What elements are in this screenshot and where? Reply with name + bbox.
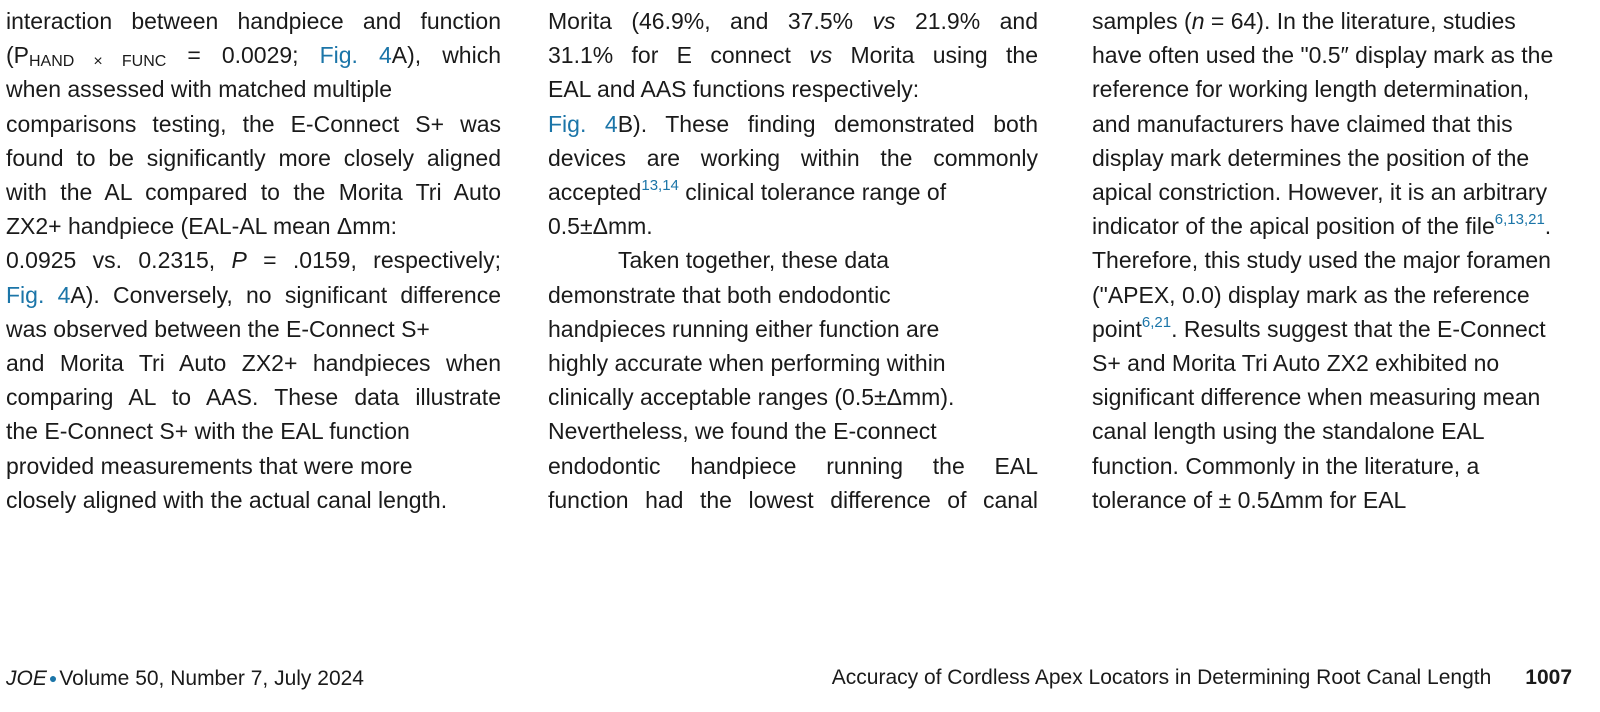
text-line: highly accurate when performing within bbox=[548, 349, 946, 376]
text-line: comparisons testing, the E-Connect S+ was bbox=[6, 110, 501, 137]
subscript: HAND × FUNC bbox=[29, 53, 167, 71]
text-line: accepted$^{13,14}$ clinical tolerance range of bbox=[548, 176, 947, 205]
text-line: demonstrate that both endodontic bbox=[548, 281, 891, 308]
text-line: canal length using the standalone EAL bbox=[1092, 418, 1485, 445]
text-line: significant difference when measuring mean bbox=[1092, 384, 1541, 411]
citation-superscript[interactable]: 6,13,21 bbox=[1494, 211, 1545, 229]
figure-link[interactable]: Fig. 4 bbox=[6, 281, 71, 308]
text-line: handpieces running either function are bbox=[548, 315, 940, 342]
text-line: was observed between the E-Connect S+ bbox=[6, 315, 430, 342]
text-line: when assessed with matched multiple bbox=[6, 76, 393, 103]
journal-name: JOE bbox=[6, 667, 47, 690]
running-title: Accuracy of Cordless Apex Locators in Determining Root Canal Length bbox=[831, 666, 1492, 689]
text-line: clinically acceptable ranges (0.5±Δmm). bbox=[548, 384, 955, 411]
text-line: the E-Connect S+ with the EAL function bbox=[6, 418, 410, 445]
footer-article-info bbox=[832, 665, 1572, 691]
figure-link[interactable]: Fig. 4 bbox=[548, 110, 618, 137]
citation-superscript[interactable]: 13,14 bbox=[641, 176, 679, 194]
text-line: Morita (46.9%, and 37.5% vs 21.9% and bbox=[548, 8, 1038, 34]
text-line: and manufacturers have claimed that this bbox=[1092, 110, 1513, 137]
text-line: comparing AL to AAS. These data illustrate bbox=[6, 384, 501, 411]
text-line: tolerance of ± 0.5Δmm for EAL bbox=[1092, 486, 1407, 513]
text-line: S+ and Morita Tri Auto ZX2 exhibited no bbox=[1092, 350, 1500, 377]
footer-journal-info bbox=[6, 665, 364, 692]
text-column-3 bbox=[1092, 4, 1592, 517]
text-line: found to be significantly more closely aligned bbox=[6, 144, 501, 171]
paragraph-start: Taken together, these data bbox=[618, 247, 890, 274]
text-line: apical constriction. However, it is an arbitrary bbox=[1092, 179, 1548, 206]
text-line: reference for working length determination, bbox=[1092, 76, 1530, 103]
text-line: 0.5±Δmm. bbox=[548, 213, 653, 240]
citation-superscript[interactable]: 6,21 bbox=[1141, 313, 1172, 331]
text-line: Fig. 4B). These finding demonstrated both bbox=[548, 110, 1038, 137]
bullet-icon: ● bbox=[48, 670, 58, 686]
text-line: ("APEX, 0.0) display mark as the reference bbox=[1092, 281, 1530, 308]
text-line: endodontic handpiece running the EAL bbox=[548, 452, 1038, 479]
text-line: indicator of the apical position of the file$^{6,13,21}$. bbox=[1092, 211, 1552, 240]
text-line: closely aligned with the actual canal length. bbox=[6, 486, 448, 513]
text-line: with the AL compared to the Morita Tri Auto bbox=[6, 178, 501, 205]
text-line: interaction between handpiece and function bbox=[6, 8, 501, 34]
text-line: Fig. 4A). Conversely, no significant difference bbox=[6, 281, 501, 308]
page-number: 1007 bbox=[1525, 666, 1572, 689]
text-line: provided measurements that were more bbox=[6, 452, 413, 479]
text-line: samples (n = 64). In the literature, studies bbox=[1092, 8, 1516, 34]
text-line: EAL and AAS functions respectively: bbox=[548, 76, 920, 103]
text-line: Therefore, this study used the major foramen bbox=[1092, 247, 1551, 274]
text-line: ($P_{HAND \times FUNC} = 0.0029$; Fig. 4A), which bbox=[6, 42, 501, 71]
text-line: ZX2+ handpiece (EAL-AL mean Δmm: bbox=[6, 213, 397, 240]
text-line: 0.0925 vs. 0.2315, P = .0159, respectively; bbox=[6, 247, 501, 274]
text-column-2 bbox=[548, 4, 1038, 517]
text-line: display mark determines the position of the bbox=[1092, 144, 1530, 171]
text-line: Nevertheless, we found the E-connect bbox=[548, 418, 937, 445]
text-line: and Morita Tri Auto ZX2+ handpieces when bbox=[6, 349, 501, 376]
text-line: devices are working within the commonly bbox=[548, 144, 1038, 171]
text-line: function. Commonly in the literature, a bbox=[1092, 452, 1480, 479]
text-line: point$^{6,21}$. Results suggest that the E-Connect bbox=[1092, 313, 1546, 342]
text-line: 31.1% for E connect vs Morita using the bbox=[548, 42, 1038, 69]
text-column-1 bbox=[6, 4, 501, 517]
issue-info: Volume 50, Number 7, July 2024 bbox=[59, 667, 364, 690]
figure-link[interactable]: Fig. 4 bbox=[319, 42, 392, 69]
text-line: function had the lowest difference of canal bbox=[548, 486, 1038, 513]
text-line: have often used the "0.5″ display mark as the bbox=[1092, 42, 1554, 69]
